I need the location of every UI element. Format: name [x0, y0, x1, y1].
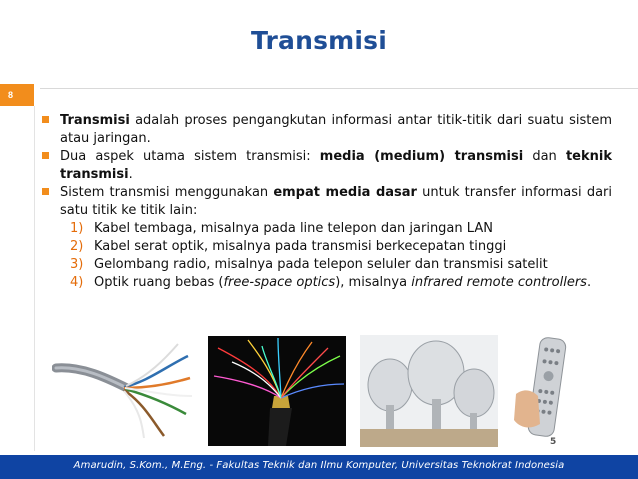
- bullet-text: dan: [523, 149, 566, 164]
- infrared-remote-photo: [510, 334, 572, 448]
- bullet-aspects: [40, 148, 612, 184]
- list-text: Kabel tembaga, misalnya pada line telepon dan jaringan LAN: [94, 221, 493, 236]
- list-number: 2): [70, 239, 84, 254]
- list-number: 3): [70, 257, 84, 272]
- bullet-text: .: [128, 167, 133, 182]
- bullet-term: media (medium) transmisi: [319, 149, 524, 164]
- bullet-text: Dua aspek utama sistem transmisi:: [60, 149, 320, 164]
- left-margin-line: [34, 106, 35, 451]
- list-text-part: ), misalnya: [335, 275, 412, 290]
- bullet-term: teknik transmisi: [60, 149, 612, 182]
- page-number: 8: [0, 84, 34, 106]
- bullet-term: Transmisi: [60, 113, 130, 128]
- slide-body: [40, 112, 612, 292]
- header-divider: [40, 88, 638, 89]
- media-list: [60, 220, 612, 292]
- list-item: [70, 256, 612, 274]
- list-item: [70, 220, 612, 238]
- list-number: 1): [70, 221, 84, 236]
- bullet-text: adalah proses pengangkutan informasi antar titik-titik dari suatu sistem atau jaringan.: [60, 113, 612, 146]
- list-item: [70, 274, 612, 292]
- list-text: [94, 274, 612, 292]
- list-number: 4): [70, 275, 84, 290]
- bullet-media: [40, 184, 612, 292]
- bullet-term: empat media dasar: [273, 185, 417, 200]
- satellite-dish-photo: [360, 335, 498, 447]
- list-text-part: .: [586, 275, 592, 290]
- list-text-italic: infrared remote controllers: [411, 275, 587, 290]
- bullet-text: Sistem transmisi menggunakan: [60, 185, 274, 200]
- bullet-text: untuk transfer informasi dari satu titik ke titik lain:: [60, 185, 612, 218]
- footer-bar: [0, 455, 638, 479]
- list-text-part: Optik ruang bebas (: [94, 275, 224, 290]
- list-item: [70, 238, 612, 256]
- bullet-definition: [40, 112, 612, 148]
- copper-cable-photo: [52, 338, 194, 442]
- list-text: Gelombang radio, misalnya pada telepon seluler dan transmisi satelit: [94, 257, 548, 272]
- remote-label: 5: [550, 437, 557, 447]
- fiber-optic-cable-photo: [208, 336, 346, 446]
- list-text-italic: free-space optics: [223, 275, 336, 290]
- slide-title: Transmisi: [250, 26, 388, 55]
- footer-text: Amarudin, S.Kom., M.Eng. - Fakultas Teknik dan Ilmu Komputer, Universitas Teknokrat Indonesia: [73, 460, 565, 471]
- list-text: Kabel serat optik, misalnya pada transmisi berkecepatan tinggi: [94, 239, 507, 254]
